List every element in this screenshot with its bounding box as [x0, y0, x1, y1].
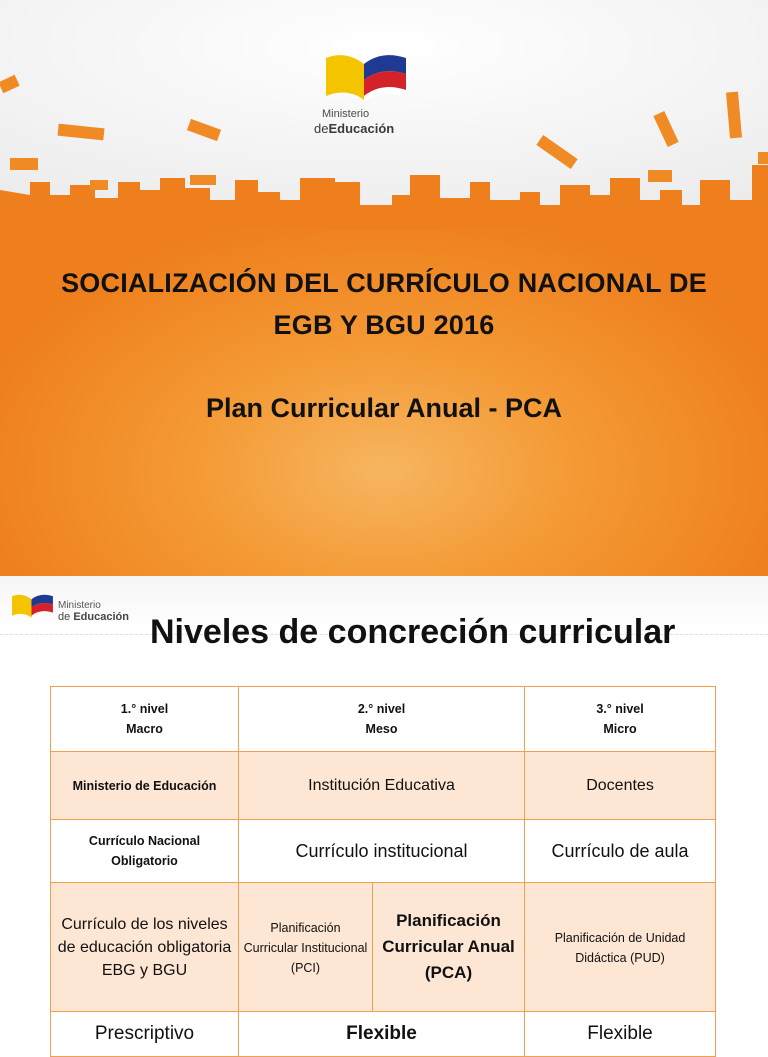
table-cell: Currículo institucional	[239, 820, 525, 883]
cover-subtitle: Plan Curricular Anual - PCA	[205, 393, 563, 423]
table-cell: Planificación Curricular Anual (PCA)	[373, 883, 525, 1012]
table-row	[51, 752, 716, 820]
table-row	[51, 1012, 716, 1057]
table-cell: Flexible	[239, 1012, 525, 1057]
table-cell: Institución Educativa	[239, 752, 525, 820]
table-cell: Docentes	[525, 752, 716, 820]
slide-title: Niveles de concreción curricular	[150, 613, 676, 651]
table-cell: Ministerio de Educación	[51, 752, 239, 820]
header-cell-nivel-3: 3.° nivel Micro	[525, 687, 716, 752]
flag-book-icon	[322, 50, 412, 108]
table-cell: Currículo de los niveles de educación obligatoria EBG y BGU	[51, 883, 239, 1012]
logo-ministerio-text: Ministerio	[58, 600, 101, 611]
table-cell: Planificación Curricular Institucional (PCI)	[239, 883, 373, 1012]
table-cell: Planificación de Unidad Didáctica (PUD)	[525, 883, 716, 1012]
cover-title-line2: EGB Y BGU 2016	[273, 310, 495, 340]
niveles-slide	[0, 576, 768, 1044]
header-cell-nivel-2: 2.° nivel Meso	[239, 687, 525, 752]
flag-book-icon	[10, 590, 56, 624]
table-cell: Flexible	[525, 1012, 716, 1057]
table-row	[51, 687, 716, 752]
logo-educacion-text: de Educación	[58, 611, 129, 623]
table-cell: Currículo de aula	[525, 820, 716, 883]
header-cell-nivel-1: 1.° nivel Macro	[51, 687, 239, 752]
table-row	[51, 883, 716, 1012]
cover-title	[30, 262, 738, 346]
niveles-table	[50, 686, 716, 1057]
cover-title-line1: SOCIALIZACIÓN DEL CURRÍCULO NACIONAL DE	[61, 268, 707, 298]
logo-ministerio-text: Ministerio	[322, 108, 370, 120]
ministerio-educacion-logo-small	[10, 590, 140, 630]
table-row	[51, 820, 716, 883]
ministerio-educacion-logo	[314, 50, 412, 150]
table-cell: Currículo Nacional Obligatorio	[51, 820, 239, 883]
logo-educacion-text: deEducación	[314, 121, 395, 136]
table-cell: Prescriptivo	[51, 1012, 239, 1057]
